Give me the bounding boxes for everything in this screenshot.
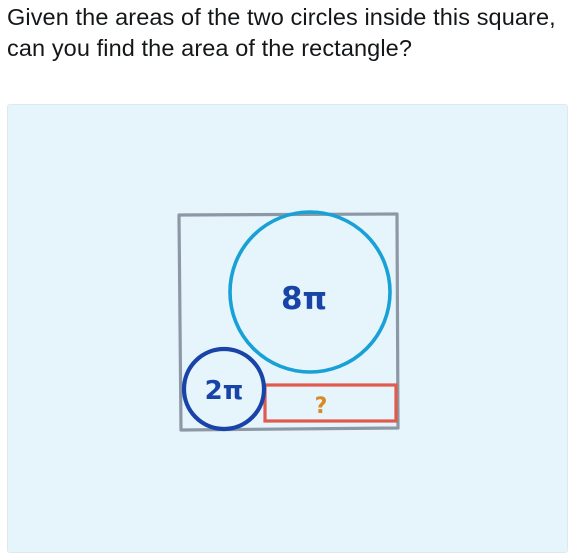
rectangle-label: ? bbox=[314, 394, 328, 419]
rectangle-shape bbox=[265, 385, 396, 421]
large-circle-label: 8π bbox=[280, 281, 328, 317]
tweet-image[interactable] bbox=[7, 104, 568, 553]
puzzle-diagram bbox=[8, 105, 568, 553]
small-circle-label: 2π bbox=[204, 376, 244, 406]
tweet-text: Given the areas of the two circles inside this square, can you find the area of the rectangle? bbox=[7, 4, 556, 61]
